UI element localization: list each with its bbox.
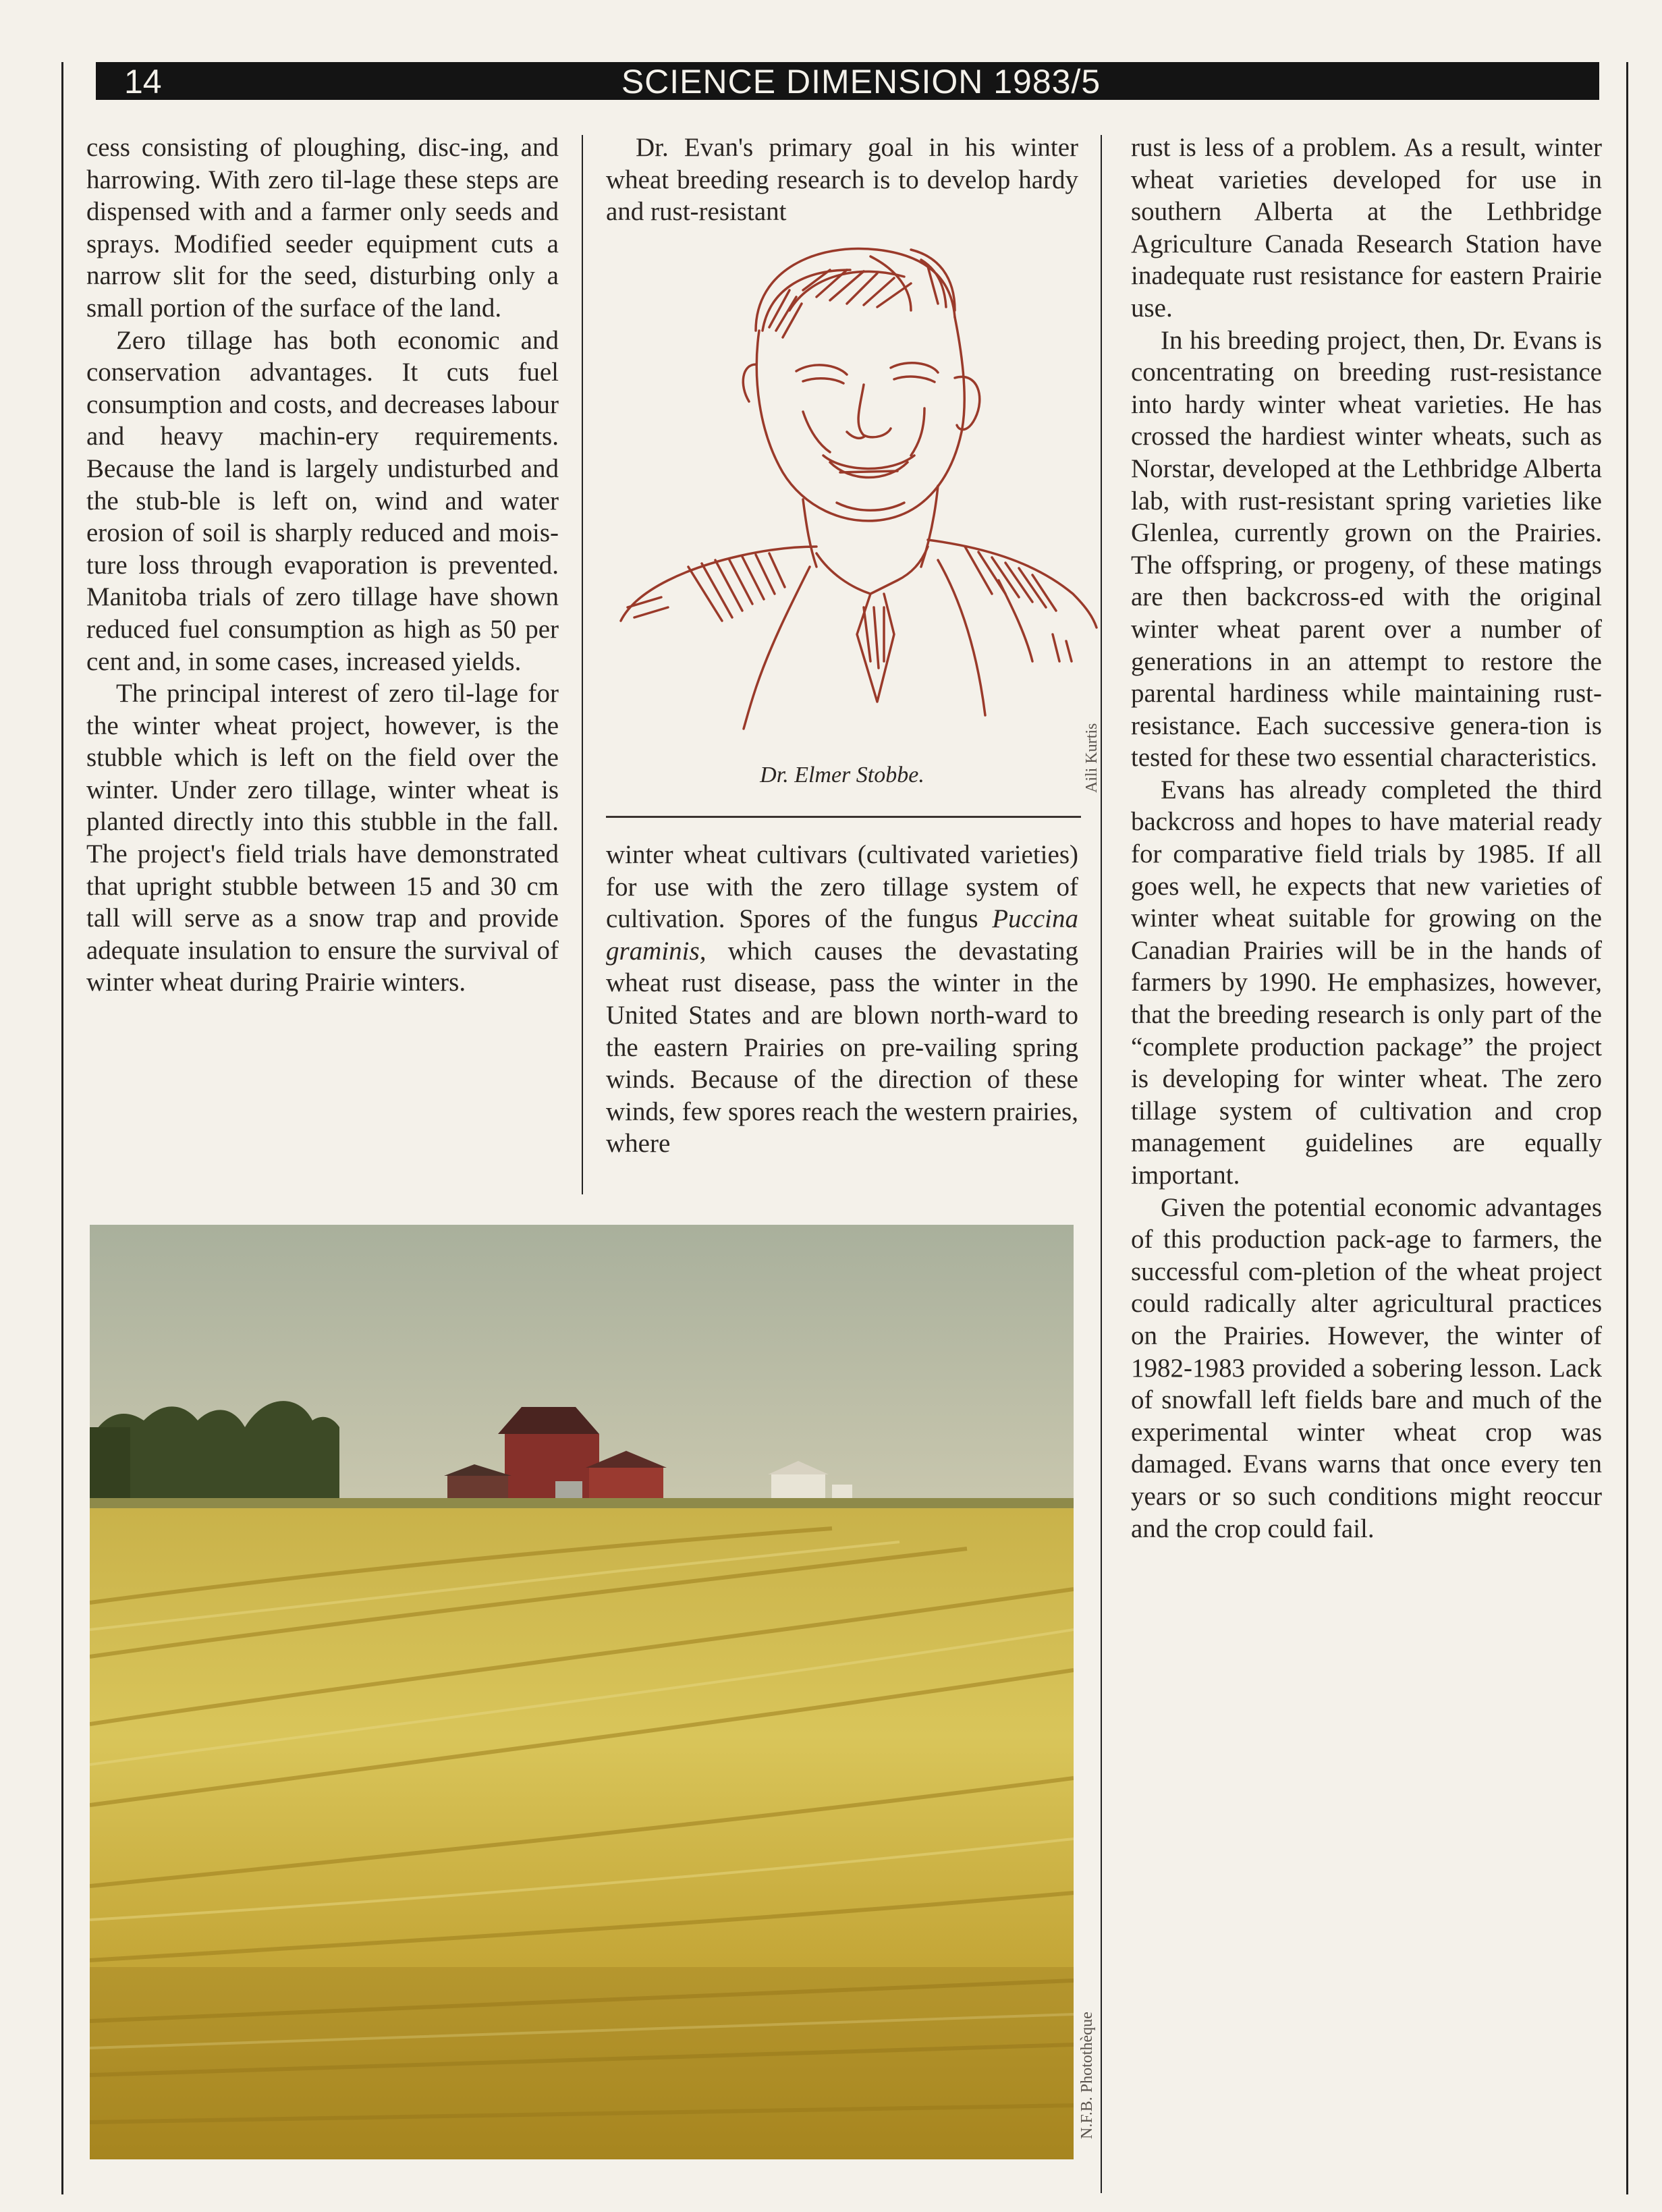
paragraph: Evans has already completed the third backcross and hopes to have material ready for comparative field trials by 1985. If all goes well, he expects that new varieties of winter wheat suitable for growing on the Canadian Prairies will be in the hands of farmers by 1990. He emphasizes, however, that the breeding research is only part of the “complete production package” the project is developing for winter wheat. The zero tillage system of cultivation and crop management guidelines are equally important. xyxy=(1131,775,1602,1190)
paragraph: Dr. Evan's primary goal in his winter wheat breeding research is to develop hardy and rust-resistant xyxy=(606,133,1078,227)
column-divider-1 xyxy=(582,135,583,1194)
left-page-rule xyxy=(61,62,63,2194)
article-column-2-top xyxy=(606,132,1078,228)
article-column-1 xyxy=(86,132,559,999)
paragraph-text: which causes the devastating wheat rust disease, pass the winter in the United States and are blown north-ward to the eastern Prairies on pre-vailing spring winds. Because of the direction of these winds, few spores reach the western prairies, where xyxy=(606,936,1078,1159)
paragraph-text: winter wheat cultivars (cultivated varieties) for use with the zero tillage system of cultivation. Spores of the fungus xyxy=(606,840,1078,934)
page-header xyxy=(96,62,1599,100)
portrait-credit: Aili Kurtis xyxy=(1083,723,1101,793)
paragraph: rust is less of a problem. As a result, winter wheat varieties developed for use in southern Alberta at the Lethbridge Agriculture Canada Research Station have inadequate rust resistance for eastern Prairie use. xyxy=(1131,133,1602,323)
paragraph xyxy=(606,839,1078,1160)
photo-credit: N.F.B. Photothèque xyxy=(1078,2012,1096,2139)
portrait-caption: Dr. Elmer Stobbe. xyxy=(760,763,924,787)
paragraph: Zero tillage has both economic and conservation advantages. It cuts fuel consumption and costs, and decreases labour and heavy machin-ery requirements. Because the land is largely undisturbed and the stub-ble is left on, wind and water erosion of soil is sharply reduced and mois-ture loss through evaporation is prevented. Manitoba trials of zero tillage have shown reduced fuel consumption as high as 50 per cent and, in some cases, increased yields. xyxy=(86,325,559,676)
caption-divider xyxy=(606,816,1081,818)
portrait-sketch xyxy=(587,229,1113,763)
paragraph: cess consisting of ploughing, disc-ing, and harrowing. With zero til-lage these steps are dispensed with and a farmer only seeds and sprays. Modified seeder equipment cuts a narrow slit for the seed, disturbing only a small portion of the surface of the land. xyxy=(86,133,559,323)
journal-title: SCIENCE DIMENSION 1983/5 xyxy=(621,63,1101,101)
article-column-3 xyxy=(1131,132,1602,1545)
paragraph: In his breeding project, then, Dr. Evans is concentrating on breeding rust-resistance into hardy winter wheat varieties. He has crossed the hardiest winter wheats, such as Norstar, developed at the Lethbridge Alberta lab, with rust-resistant spring varieties like Glenlea, currently grown on the Prairies. The offspring, or progeny, of these matings are then backcross-ed with the original winter wheat parent over a number of generations in an attempt to restore the parental hardiness while maintaining rust-resistance. Each successive genera-tion is tested for these two essential characteristics. xyxy=(1131,325,1602,773)
species-name: Puccina graminis, xyxy=(606,904,1078,966)
wheat-field-photo xyxy=(90,1225,1074,2159)
page-number: 14 xyxy=(124,63,162,101)
article-column-2-bottom xyxy=(606,839,1078,1160)
paragraph: The principal interest of zero til-lage for the winter wheat project, however, is the stubble which is left on the field over the winter. Under zero tillage, winter wheat is planted directly into this stubble in the fall. The project's field trials have demonstrated that upright stubble between 15 and 30 cm tall will serve as a snow trap and provide adequate insulation to ensure the survival of winter wheat during Prairie winters. xyxy=(86,679,559,997)
paragraph: Given the potential economic advantages of this production pack-age to farmers, the successful com-pletion of the wheat project could radically alter agricultural practices on the Prairies. However, the winter of 1982-1983 provided a sobering lesson. Lack of snowfall left fields bare and much of the experimental winter wheat crop was damaged. Evans warns that once every ten years or so such conditions might reoccur and the crop could fail. xyxy=(1131,1192,1602,1543)
right-page-rule xyxy=(1626,62,1628,2194)
